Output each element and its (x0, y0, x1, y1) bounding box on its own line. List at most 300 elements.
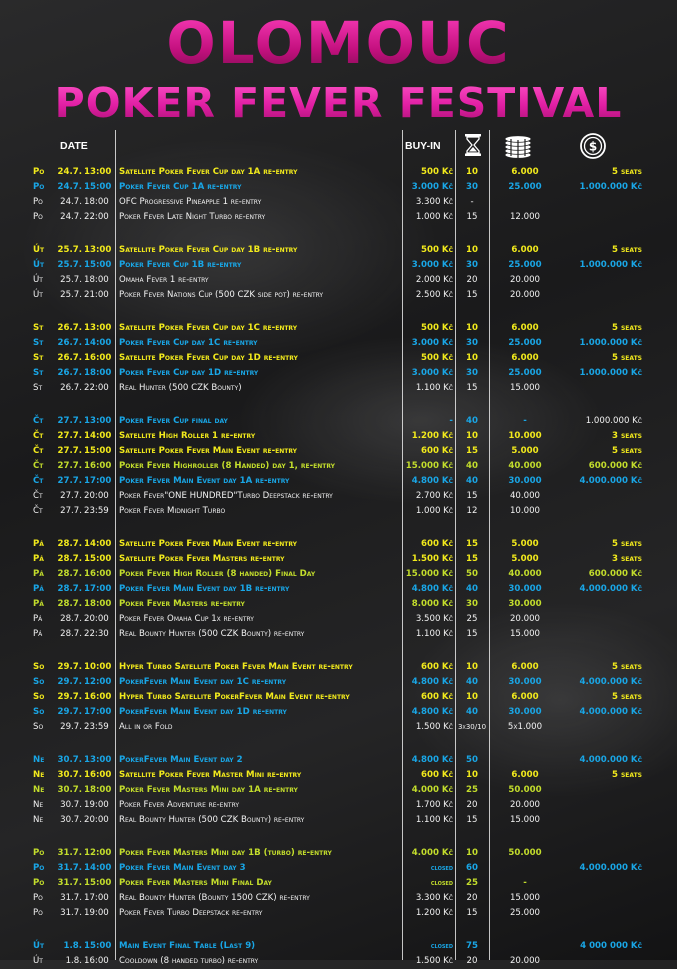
cell-date: 29.7. (57, 692, 82, 702)
cell-prize: 4.000.000 Kč (579, 677, 642, 687)
cell-prize: 5 seats (612, 446, 642, 456)
cell-clock: 15 (466, 446, 478, 456)
cell-time: 15:00 (84, 446, 112, 456)
cell-event: PokerFever Main Event day 1C re-entry (119, 677, 287, 687)
schedule-row (0, 243, 677, 258)
cell-clock: 50 (466, 569, 478, 579)
schedule-row (0, 258, 677, 273)
schedule-row (0, 366, 677, 381)
schedule-row (0, 705, 677, 720)
cell-stack: 50.000 (508, 785, 542, 795)
cell-date: 1.8. (63, 941, 82, 951)
cell-day: St (33, 353, 44, 363)
cell-buyin: 600 Kč (421, 770, 453, 780)
cell-event: Poker Fever High Roller (8 handed) Final Day (119, 569, 316, 579)
cell-clock: - (470, 197, 474, 207)
cell-clock: 30 (466, 599, 478, 609)
cell-prize: 5 seats (612, 662, 642, 672)
schedule-row (0, 783, 677, 798)
cell-event: Poker Fever Masters Mini day 1B (turbo) re-entry (119, 848, 332, 858)
cell-event: Hyper Turbo Satellite PokerFever Main Event re-entry (119, 692, 350, 702)
cell-stack: 20.000 (509, 614, 541, 624)
cell-stack: 15.000 (509, 893, 541, 903)
cell-prize: 600.000 Kč (588, 569, 642, 579)
cell-date: 25.7. (60, 275, 82, 285)
cell-day: So (33, 707, 45, 717)
cell-day: Čt (33, 446, 44, 456)
cell-event: Poker Fever Main Event day 1A re-entry (119, 476, 290, 486)
cell-time: 13:00 (84, 755, 112, 765)
cell-time: 14:00 (84, 431, 112, 441)
cell-clock: 25 (466, 614, 478, 624)
cell-buyin: 4.000 Kč (411, 785, 453, 795)
cell-clock: 10 (466, 167, 478, 177)
cell-date: 27.7. (60, 491, 82, 501)
cell-date: 25.7. (57, 245, 82, 255)
cell-date: 31.7. (57, 878, 82, 888)
cell-date: 30.7. (57, 755, 82, 765)
title-city: OLOMOUC (166, 9, 511, 77)
cell-time: 23:59 (84, 722, 109, 732)
cell-clock: 40 (466, 461, 478, 471)
cell-event: Satellite Poker Fever Cup day 1A re-entry (119, 167, 298, 177)
cell-time: 18:00 (84, 785, 112, 795)
cell-event: Real Bounty Hunter (Bounty 1500 CZK) re-entry (119, 893, 310, 903)
schedule-row (0, 489, 677, 504)
cell-prize: 3 seats (612, 554, 642, 564)
cell-day: St (33, 323, 44, 333)
cell-prize: 3 seats (612, 431, 642, 441)
cell-day: Pá (33, 584, 44, 594)
cell-buyin: 500 Kč (421, 323, 453, 333)
cell-stack: 10.000 (508, 431, 542, 441)
cell-stack: 40.000 (508, 461, 542, 471)
cell-stack: 6.000 (511, 245, 539, 255)
cell-clock: 75 (466, 941, 478, 951)
cell-buyin: 3.000 Kč (411, 338, 453, 348)
cell-buyin: 1.700 Kč (415, 800, 453, 810)
cell-stack: 30.000 (508, 476, 542, 486)
schedule-row (0, 675, 677, 690)
schedule-row (0, 444, 677, 459)
cell-clock: 15 (466, 908, 478, 918)
cell-event: PokerFever Main Event day 1D re-entry (119, 707, 287, 717)
cell-prize: 1.000.000 Kč (579, 368, 642, 378)
cell-clock: 40 (466, 677, 478, 687)
cell-buyin: 1.500 Kč (415, 956, 453, 966)
cell-event: Poker Fever Cup day 1D re-entry (119, 368, 259, 378)
cell-buyin: 8.000 Kč (411, 599, 453, 609)
cell-event: PokerFever Main Event day 2 (119, 755, 243, 765)
cell-buyin: 4.800 Kč (411, 476, 453, 486)
chip-stack-icon (502, 133, 534, 163)
cell-day: Po (33, 878, 45, 888)
cell-time: 22:00 (84, 212, 109, 222)
schedule-row (0, 846, 677, 861)
cell-buyin: 15.000 Kč (405, 569, 453, 579)
schedule-row (0, 552, 677, 567)
cell-time: 13:00 (84, 245, 112, 255)
cell-day: St (33, 368, 44, 378)
cell-stack: 25.000 (508, 182, 542, 192)
cell-clock: 20 (466, 275, 478, 285)
cell-day: Ne (33, 815, 44, 825)
cell-day: Út (33, 245, 45, 255)
cell-clock: 40 (466, 416, 478, 426)
cell-clock: 10 (466, 245, 478, 255)
cell-stack: 30.000 (508, 584, 542, 594)
schedule-row (0, 798, 677, 813)
cell-day: Čt (33, 431, 44, 441)
cell-event: All in or Fold (119, 722, 173, 732)
cell-stack: 20.000 (509, 275, 541, 285)
cell-clock: 40 (466, 476, 478, 486)
cell-clock: 15 (466, 212, 478, 222)
cell-event: Satellite Poker Fever Cup day 1D re-entry (119, 353, 298, 363)
cell-date: 29.7. (57, 662, 82, 672)
cell-prize: 5 seats (612, 539, 642, 549)
cell-day: Čt (33, 476, 44, 486)
cell-clock: 15 (466, 290, 478, 300)
cell-buyin: 4.800 Kč (411, 584, 453, 594)
cell-time: 20:00 (84, 614, 109, 624)
cell-time: 16:00 (84, 569, 112, 579)
cell-buyin: 1.500 Kč (415, 722, 453, 732)
cell-day: Čt (33, 491, 43, 501)
cell-date: 25.7. (60, 290, 82, 300)
cell-clock: 40 (466, 584, 478, 594)
cell-stack: - (523, 416, 527, 426)
cell-day: Pá (33, 554, 44, 564)
schedule-row (0, 768, 677, 783)
cell-date: 27.7. (57, 431, 82, 441)
schedule-row (0, 612, 677, 627)
cell-event: Main Event Final Table (Last 9) (119, 941, 256, 951)
cell-time: 13:00 (84, 323, 112, 333)
cell-stack: 30.000 (508, 677, 542, 687)
cell-clock: 20 (466, 893, 478, 903)
schedule-row (0, 597, 677, 612)
cell-date: 28.7. (60, 629, 82, 639)
cell-stack: 10.000 (509, 506, 541, 516)
svg-text:$: $ (588, 139, 598, 154)
cell-clock: 10 (466, 431, 478, 441)
cell-prize: 600.000 Kč (588, 461, 642, 471)
cell-day: St (33, 383, 43, 393)
schedule-row (0, 504, 677, 519)
cell-day: Čt (33, 461, 44, 471)
cell-stack: 6.000 (511, 770, 539, 780)
cell-stack: 5.000 (511, 554, 539, 564)
cell-date: 26.7. (57, 338, 82, 348)
cell-buyin: 600 Kč (421, 662, 453, 672)
hourglass-icon (464, 133, 482, 161)
cell-event: Omaha Fever 1 re-entry (119, 275, 209, 285)
cell-stack: 15.000 (509, 629, 541, 639)
cell-buyin: 600 Kč (421, 446, 453, 456)
cell-stack: 40.000 (509, 491, 541, 501)
cell-day: Pá (33, 614, 43, 624)
cell-event: Satellite High Roller 1 re-entry (119, 431, 256, 441)
cell-time: 17:00 (84, 476, 112, 486)
cell-buyin: 3.300 Kč (415, 197, 453, 207)
schedule-row (0, 954, 677, 969)
cell-clock: 10 (466, 323, 478, 333)
cell-clock: 25 (466, 785, 478, 795)
cell-time: 10:00 (84, 662, 112, 672)
cell-prize: 4.000.000 Kč (579, 755, 642, 765)
cell-stack: 25.000 (509, 908, 541, 918)
cell-date: 27.7. (57, 446, 82, 456)
schedule-row (0, 906, 677, 921)
cell-date: 24.7. (60, 197, 82, 207)
cell-date: 28.7. (57, 569, 82, 579)
cell-day: So (33, 677, 45, 687)
cell-day: Út (33, 956, 43, 966)
cell-day: St (33, 338, 44, 348)
cell-prize: 5 seats (612, 245, 642, 255)
schedule-row (0, 861, 677, 876)
cell-time: 15:00 (84, 941, 112, 951)
cell-buyin: 1.200 Kč (415, 908, 453, 918)
cell-event: Real Bounty Hunter (500 CZK Bounty) re-entry (119, 629, 305, 639)
cell-stack: 30.000 (508, 707, 542, 717)
cell-day: Pá (33, 569, 44, 579)
cell-buyin: - (449, 416, 453, 426)
cell-time: 15:00 (84, 182, 112, 192)
cell-day: Čt (33, 506, 43, 516)
cell-day: Ne (33, 785, 45, 795)
schedule-row (0, 165, 677, 180)
cell-prize: 4.000.000 Kč (579, 476, 642, 486)
cell-time: 22:30 (84, 629, 109, 639)
cell-buyin: 2.000 Kč (415, 275, 453, 285)
cell-time: 14:00 (84, 863, 112, 873)
cell-clock: 60 (466, 863, 478, 873)
cell-event: Poker Fever Highroller (8 Handed) day 1, re-entry (119, 461, 336, 471)
cell-buyin: 1.500 Kč (411, 554, 453, 564)
cell-prize: 1.000.000 Kč (579, 260, 642, 270)
cell-buyin: 1.000 Kč (415, 212, 453, 222)
cell-buyin: 600 Kč (421, 692, 453, 702)
schedule-row (0, 321, 677, 336)
schedule-row (0, 813, 677, 828)
cell-day: Pá (33, 629, 43, 639)
cell-buyin: 2.700 Kč (415, 491, 453, 501)
cell-date: 30.7. (60, 800, 82, 810)
cell-prize: 5 seats (612, 692, 642, 702)
cell-stack: 20.000 (509, 956, 541, 966)
schedule-row (0, 351, 677, 366)
cell-day: Po (33, 863, 45, 873)
cell-day: Po (33, 167, 45, 177)
cell-event: Poker Fever"ONE HUNDRED"Turbo Deepstack re-entry (119, 491, 333, 501)
cell-date: 26.7. (60, 383, 82, 393)
cell-clock: 10 (466, 848, 478, 858)
dollar-coin-icon (580, 133, 606, 163)
cell-date: 31.7. (60, 908, 82, 918)
cell-prize: 1.000.000 Kč (579, 338, 642, 348)
cell-clock: 40 (466, 707, 478, 717)
cell-time: 18:00 (84, 368, 112, 378)
cell-clock: 10 (466, 662, 478, 672)
cell-day: Po (33, 197, 43, 207)
cell-buyin: 3.000 Kč (411, 368, 453, 378)
cell-clock: 15 (466, 491, 478, 501)
cell-time: 18:00 (84, 275, 109, 285)
cell-time: 12:00 (84, 848, 112, 858)
cell-date: 31.7. (57, 848, 82, 858)
cell-clock: 20 (466, 800, 478, 810)
cell-event: Poker Fever Adventure re-entry (119, 800, 240, 810)
cell-date: 25.7. (57, 260, 82, 270)
schedule-row (0, 180, 677, 195)
cell-time: 17:00 (84, 584, 112, 594)
cell-stack: 6.000 (511, 167, 539, 177)
cell-time: 17:00 (84, 893, 109, 903)
cell-date: 29.7. (57, 677, 82, 687)
cell-day: Ne (33, 770, 45, 780)
cell-prize: 4.000.000 Kč (579, 584, 642, 594)
schedule-row (0, 660, 677, 675)
cell-time: 14:00 (84, 539, 112, 549)
schedule-row (0, 891, 677, 906)
cell-date: 27.7. (57, 416, 82, 426)
cell-stack: 20.000 (509, 800, 541, 810)
cell-prize: 4.000.000 Kč (579, 707, 642, 717)
cell-event: Real Bounty Hunter (500 CZK Bounty) re-entry (119, 815, 305, 825)
cell-time: 14:00 (84, 338, 112, 348)
cell-date: 28.7. (60, 614, 82, 624)
cell-prize: 4 000 000 Kč (580, 941, 642, 951)
cell-day: So (33, 662, 45, 672)
cell-stack: 15.000 (509, 383, 541, 393)
cell-clock: 30 (466, 182, 478, 192)
cell-day: Pá (33, 539, 44, 549)
schedule-row (0, 210, 677, 225)
cell-clock: 20 (466, 956, 478, 966)
schedule-row (0, 195, 677, 210)
cell-buyin: 500 Kč (421, 353, 453, 363)
cell-stack: 6.000 (511, 353, 539, 363)
title-festival: POKER FEVER FESTIVAL (54, 79, 623, 127)
cell-clock: 12 (466, 506, 478, 516)
cell-date: 31.7. (57, 863, 82, 873)
schedule-row (0, 273, 677, 288)
cell-buyin: 3.300 Kč (415, 893, 453, 903)
cell-date: 29.7. (60, 722, 82, 732)
cell-clock: 10 (466, 770, 478, 780)
cell-buyin: 1.000 Kč (415, 506, 453, 516)
cell-date: 31.7. (60, 893, 82, 903)
cell-time: 17:00 (84, 707, 112, 717)
cell-stack: 5x1.000 (507, 722, 543, 732)
cell-prize: 1.000.000 Kč (585, 416, 642, 426)
cell-event: Poker Fever Masters re-entry (119, 599, 245, 609)
cell-clock: 10 (466, 353, 478, 363)
cell-time: 13:00 (84, 167, 112, 177)
cell-stack: 25.000 (508, 338, 542, 348)
cell-buyin: 600 Kč (421, 539, 453, 549)
cell-stack: 30.000 (508, 599, 542, 609)
cell-date: 1.8. (65, 956, 82, 966)
cell-event: Cooldown (8 handed turbo) re-entry (119, 956, 259, 966)
cell-stack: 25.000 (508, 368, 542, 378)
cell-time: 16:00 (84, 692, 112, 702)
cell-prize: 1.000.000 Kč (579, 182, 642, 192)
cell-event: Poker Fever Nations Cup (500 CZK side pot) re-entry (119, 290, 324, 300)
cell-buyin: 1.100 Kč (415, 629, 453, 639)
cell-date: 27.7. (57, 476, 82, 486)
cell-time: 12:00 (84, 677, 112, 687)
cell-stack: 40.000 (508, 569, 542, 579)
cell-buyin: 500 Kč (421, 167, 453, 177)
cell-time: 16:00 (84, 353, 112, 363)
cell-clock: 30 (466, 260, 478, 270)
cell-buyin: 15.000 Kč (405, 461, 453, 471)
cell-date: 29.7. (57, 707, 82, 717)
cell-clock: 15 (466, 554, 478, 564)
schedule-row (0, 429, 677, 444)
cell-event: Poker Fever Masters Mini day 1A re-entry (119, 785, 298, 795)
cell-event: Poker Fever Cup final day (119, 416, 228, 426)
cell-buyin: closed (430, 864, 453, 872)
schedule-row (0, 381, 677, 396)
cell-stack: 6.000 (511, 323, 539, 333)
cell-date: 24.7. (57, 182, 82, 192)
cell-clock: 10 (466, 692, 478, 702)
cell-date: 28.7. (57, 554, 82, 564)
cell-date: 30.7. (57, 785, 82, 795)
cell-date: 24.7. (60, 212, 82, 222)
cell-stack: 6.000 (511, 662, 539, 672)
cell-time: 16:00 (84, 770, 112, 780)
cell-event: Poker Fever Cup 1B re-entry (119, 260, 242, 270)
cell-time: 18:00 (84, 599, 112, 609)
cell-stack: - (523, 878, 527, 888)
cell-day: Ne (33, 755, 45, 765)
cell-time: 23:59 (84, 506, 109, 516)
schedule-row (0, 582, 677, 597)
header-buyin: BUY-IN (405, 140, 441, 152)
cell-event: Poker Fever Cup 1A re-entry (119, 182, 242, 192)
cell-event: Poker Fever Masters Mini Final Day (119, 878, 272, 888)
cell-date: 28.7. (57, 584, 82, 594)
cell-buyin: 3.000 Kč (411, 182, 453, 192)
cell-buyin: closed (430, 942, 453, 950)
cell-event: Poker Fever Cup day 1C re-entry (119, 338, 258, 348)
cell-clock: 15 (466, 383, 478, 393)
schedule-row (0, 690, 677, 705)
cell-stack: 25.000 (508, 260, 542, 270)
cell-clock: 15 (466, 539, 478, 549)
cell-event: Satellite Poker Fever Cup day 1C re-entry (119, 323, 298, 333)
cell-prize: 4.000.000 Kč (579, 863, 642, 873)
cell-day: Po (33, 182, 45, 192)
cell-buyin: 2.500 Kč (415, 290, 453, 300)
cell-buyin: closed (430, 879, 453, 887)
cell-clock: 15 (466, 815, 478, 825)
cell-time: 15:00 (84, 260, 112, 270)
cell-event: Satellite Poker Fever Main Event re-entry (119, 539, 297, 549)
cell-event: Poker Fever Turbo Deepstack re-entry (119, 908, 263, 918)
cell-clock: 15 (466, 629, 478, 639)
cell-time: 19:00 (84, 800, 109, 810)
cell-buyin: 1.100 Kč (415, 815, 453, 825)
cell-time: 15:00 (84, 554, 112, 564)
cell-date: 26.7. (57, 368, 82, 378)
cell-event: Poker Fever Main Event day 3 (119, 863, 246, 873)
